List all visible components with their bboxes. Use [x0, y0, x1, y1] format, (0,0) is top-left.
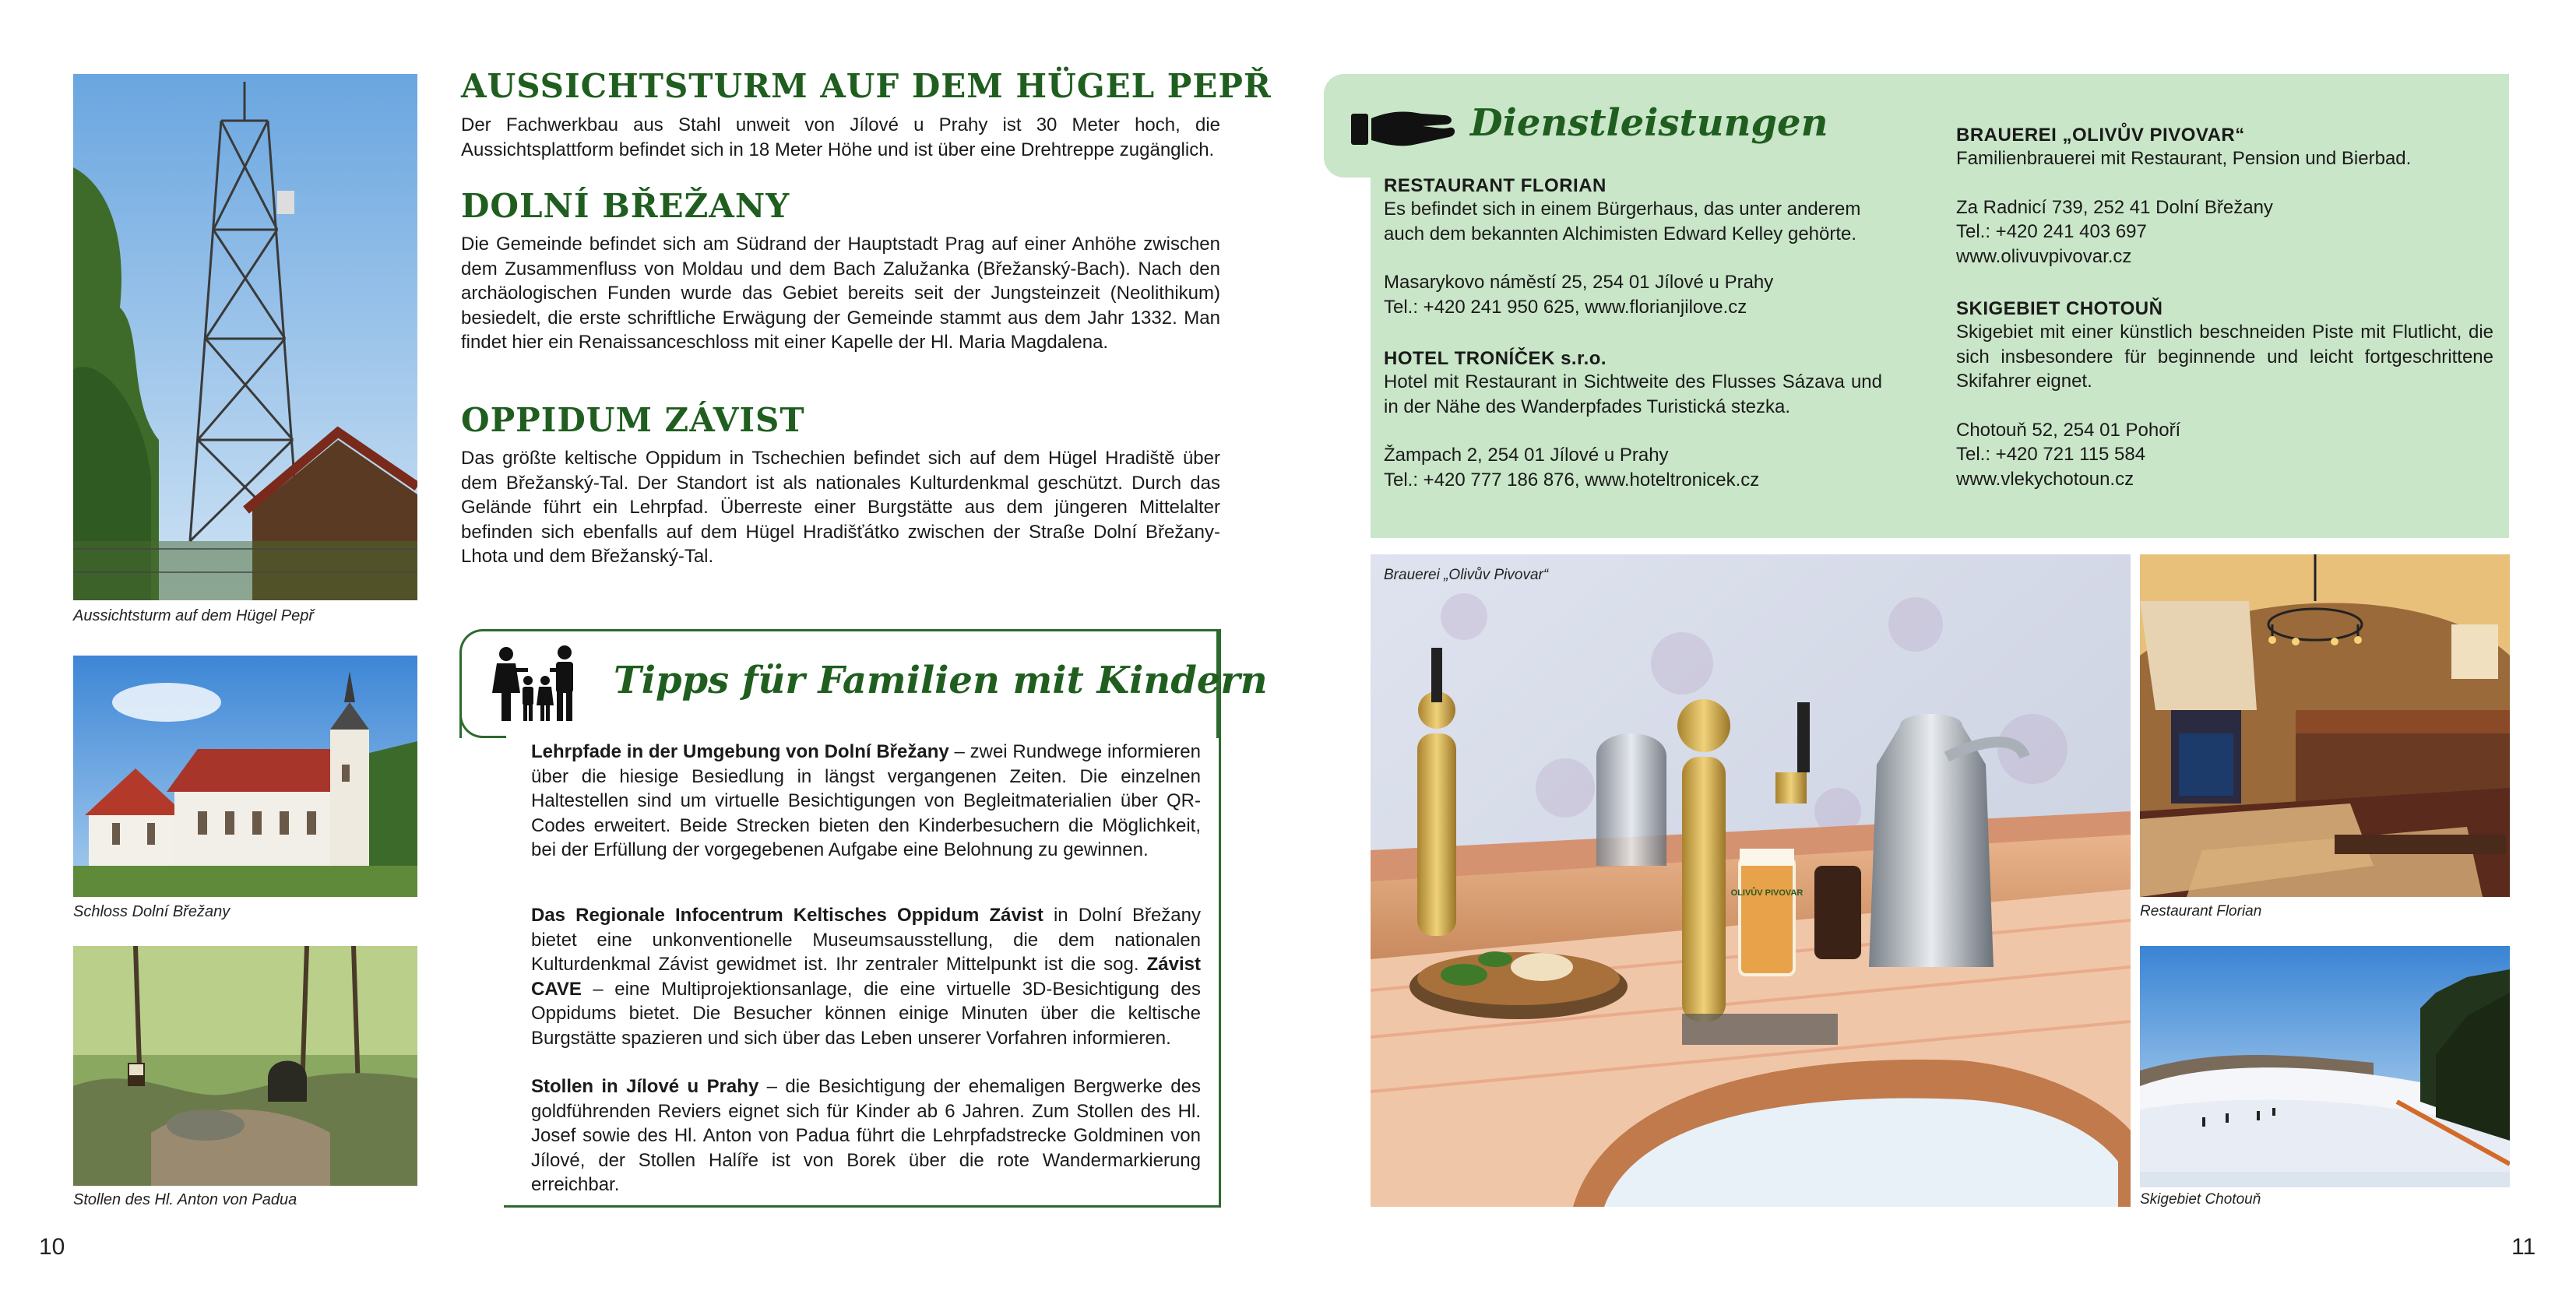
service-website: www.olivuvpivovar.cz	[1956, 245, 2132, 267]
photo-observation-tower	[73, 74, 417, 600]
service-description: Hotel mit Restaurant in Sichtweite des Flusses Sázava und in der Nähe des Wanderpfades Turistická stezka.	[1384, 371, 1882, 417]
service-website: www.vlekychotoun.cz	[1956, 468, 2134, 490]
section-title-dolni-brezany: DOLNÍ BŘEŽANY	[461, 187, 790, 225]
service-name: BRAUEREI „OLIVŮV PIVOVAR“	[1956, 125, 2245, 146]
service-entry-ski-area	[1956, 298, 2493, 491]
service-name: HOTEL TRONÍČEK s.r.o.	[1384, 348, 1607, 369]
services-title: Dienstleistungen	[1470, 101, 1828, 145]
service-address: Za Radnicí 739, 252 41 Dolní Břežany	[1956, 196, 2273, 218]
photo-ski-area	[2140, 946, 2510, 1187]
photo-caption: Skigebiet Chotouň	[2140, 1191, 2261, 1208]
family-paragraph-bold: Lehrpfade in der Umgebung von Dolní Břežany	[531, 741, 949, 762]
section-text-dolni-brezany: Die Gemeinde befindet sich am Südrand der Hauptstadt Prag auf einer Anhöhe zwischen dem Zusammenfluss von Moldau und dem Bach Zalužanka (Břežanský-Bach). Nach den archäologischen Funden wurde das Gebiet bereits seit der Jungsteinzeit (Neolithikum) besiedelt, die erste schriftliche Erwägung der Gemeinde stammt aus dem Jahr 1332. Man findet hier ein Renaissanceschloss mit einer Kapelle der Hl. Maria Magdalena.	[461, 234, 1220, 353]
photo-caption: Aussichtsturm auf dem Hügel Pepř	[73, 607, 315, 624]
service-address: Masarykovo náměstí 25, 254 01 Jílové u Prahy	[1384, 272, 1774, 293]
service-entry-hotel-tronicek	[1384, 348, 1882, 492]
service-address: Chotouň 52, 254 01 Pohoří	[1956, 419, 2181, 441]
family-box-title: Tipps für Familien mit Kindern	[614, 659, 1268, 702]
service-address: Žampach 2, 254 01 Jílové u Prahy	[1384, 445, 1669, 466]
photo-caption: Stollen des Hl. Anton von Padua	[73, 1191, 297, 1208]
photo-caption: Brauerei „Olivův Pivovar“	[1384, 567, 1549, 583]
photo-restaurant-florian	[2140, 554, 2510, 897]
section-text-oppidum: Das größte keltische Oppidum in Tschechien befindet sich auf dem Hügel Hradiště über dem Břežanský-Tal. Der Standort ist als nationales Kulturdenkmal geschützt. Durch das Gelände führt ein Lehrpfad. Überreste einer Burgstätte aus dem jüngeren Mittelalter befinden sich ebenfalls auf dem Hügel Hradišťátko zwischen der Straße Dolní Břežany-Lhota und dem Břežanský-Tal.	[461, 448, 1220, 567]
service-entry-brewery	[1956, 125, 2493, 269]
glass-label: OLIVŮV PIVOVAR	[1730, 888, 1804, 898]
service-contact: Tel.: +420 241 950 625, www.florianjilove.cz	[1384, 296, 1747, 318]
section-text-tower: Der Fachwerkbau aus Stahl unweit von Jílové u Prahy ist 30 Meter hoch, die Aussichtsplattform befindet sich in 18 Meter Höhe und ist über eine Drehtreppe zugänglich.	[461, 114, 1220, 160]
hand-service-icon	[1351, 103, 1456, 149]
service-description: Skigebiet mit einer künstlich beschneiden Piste mit Flutlicht, die sich insbesondere für beginnende und leicht fortgeschrittene Skifahrer eignet.	[1956, 322, 2493, 392]
photo-chateau	[73, 656, 417, 897]
family-paragraph-infocentrum: Das Regionale Infocentrum Keltisches Oppidum Závist in Dolní Břežany bietet eine unkonventionelle Museumsausstellung, die dem nationalen Kulturdenkmal Závist gewidmet ist. Ihr zentraler Mittelpunkt ist die sog. Závist CAVE – eine Multiprojektionsanlage, die eine virtuelle 3D-Besichtigung des Oppidums bietet. Die Besucher können einige Minuten über die keltische Burgstätte spazieren und sich über das Leben unserer Vorfahren informieren.	[531, 905, 1201, 1049]
service-contact: Tel.: +420 241 403 697	[1956, 221, 2147, 242]
family-paragraph-bold: Das Regionale Infocentrum Keltisches Oppidum Závist	[531, 905, 1043, 926]
family-paragraph-lehrpfade: Lehrpfade in der Umgebung von Dolní Břežany – zwei Rundwege informieren über die hiesige Besiedlung in längst vergangenen Zeiten. Die einzelnen Haltestellen sind um virtuelle Besichtigungen von Begleitmaterialien über QR-Codes erweitert. Beide Strecken bieten den Kinderbesuchern die Möglichkeit, bei der Erfüllung der vorgegebenen Aufgabe eine Belohnung zu gewinnen.	[531, 741, 1201, 860]
family-paragraph-stollen: Stollen in Jílové u Prahy – die Besichtigung der ehemaligen Bergwerke des goldführenden Reviers eignet sich für Kinder ab 6 Jahren. Zum Stollen des Hl. Josef sowie des Hl. Anton von Padua führt die Lehrpfadstrecke Goldminen von Jílové, der Stollen Halíře ist von Borek über die rote Wandermarkierung erreichbar.	[531, 1076, 1202, 1195]
service-name: SKIGEBIET CHOTOUŇ	[1956, 298, 2163, 319]
photo-mine-tunnel	[73, 946, 417, 1186]
service-name: RESTAURANT FLORIAN	[1384, 175, 1606, 196]
family-paragraph-bold: Stollen in Jílové u Prahy	[531, 1076, 759, 1097]
page-number-right: 11	[2511, 1234, 2536, 1260]
photo-caption: Schloss Dolní Břežany	[73, 903, 231, 920]
page-number-left: 10	[39, 1234, 65, 1260]
service-contact: Tel.: +420 777 186 876, www.hoteltronicek.cz	[1384, 469, 1760, 491]
section-title-oppidum: OPPIDUM ZÁVIST	[461, 401, 805, 439]
service-contact: Tel.: +420 721 115 584	[1956, 444, 2146, 465]
section-title-tower: AUSSICHTSTURM AUF DEM HÜGEL PEPŘ	[461, 67, 1272, 105]
photo-brewery-taps	[1371, 554, 2131, 1207]
service-entry-restaurant-florian	[1384, 175, 1882, 319]
service-description: Familienbrauerei mit Restaurant, Pension und Bierbad.	[1956, 148, 2412, 169]
family-icon	[483, 645, 592, 723]
photo-caption: Restaurant Florian	[2140, 903, 2262, 920]
service-description: Es befindet sich in einem Bürgerhaus, das unter anderem auch dem bekannten Alchimisten Edward Kelley gehörte.	[1384, 199, 1861, 244]
